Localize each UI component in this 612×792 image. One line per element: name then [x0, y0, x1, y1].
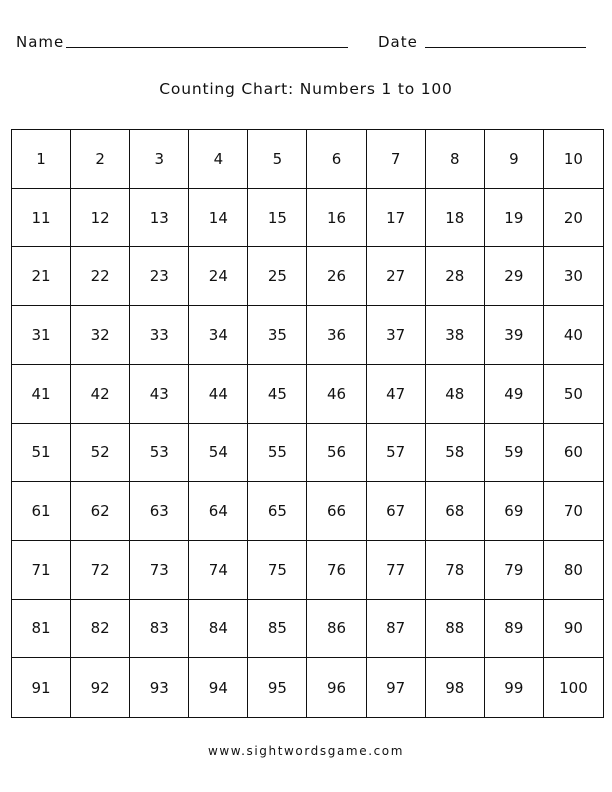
- grid-cell: 17: [367, 189, 426, 248]
- grid-cell: 46: [307, 365, 366, 424]
- grid-cell: 68: [426, 482, 485, 541]
- grid-cell: 14: [189, 189, 248, 248]
- grid-cell: 62: [71, 482, 130, 541]
- grid-cell: 53: [130, 424, 189, 483]
- grid-cell: 28: [426, 247, 485, 306]
- number-grid: [11, 129, 604, 718]
- grid-cell: 94: [189, 658, 248, 717]
- grid-cell: 20: [544, 189, 603, 248]
- grid-cell: 40: [544, 306, 603, 365]
- grid-cell: 95: [248, 658, 307, 717]
- grid-cell: 41: [12, 365, 71, 424]
- grid-cell: 75: [248, 541, 307, 600]
- grid-cell: 3: [130, 130, 189, 189]
- grid-cell: 65: [248, 482, 307, 541]
- grid-cell: 21: [12, 247, 71, 306]
- grid-cell: 23: [130, 247, 189, 306]
- grid-cell: 85: [248, 600, 307, 659]
- grid-cell: 31: [12, 306, 71, 365]
- grid-cell: 39: [485, 306, 544, 365]
- grid-cell: 89: [485, 600, 544, 659]
- grid-cell: 72: [71, 541, 130, 600]
- grid-cell: 2: [71, 130, 130, 189]
- grid-cell: 7: [367, 130, 426, 189]
- grid-cell: 82: [71, 600, 130, 659]
- grid-cell: 88: [426, 600, 485, 659]
- grid-cell: 67: [367, 482, 426, 541]
- grid-cell: 5: [248, 130, 307, 189]
- grid-cell: 45: [248, 365, 307, 424]
- grid-cell: 64: [189, 482, 248, 541]
- grid-cell: 49: [485, 365, 544, 424]
- grid-cell: 73: [130, 541, 189, 600]
- grid-cell: 98: [426, 658, 485, 717]
- grid-cell: 29: [485, 247, 544, 306]
- grid-cell: 69: [485, 482, 544, 541]
- grid-cell: 59: [485, 424, 544, 483]
- grid-cell: 61: [12, 482, 71, 541]
- grid-cell: 55: [248, 424, 307, 483]
- grid-cell: 6: [307, 130, 366, 189]
- grid-cell: 78: [426, 541, 485, 600]
- date-label: Date: [378, 33, 418, 51]
- grid-cell: 50: [544, 365, 603, 424]
- grid-cell: 77: [367, 541, 426, 600]
- grid-cell: 80: [544, 541, 603, 600]
- grid-cell: 30: [544, 247, 603, 306]
- grid-cell: 76: [307, 541, 366, 600]
- grid-cell: 58: [426, 424, 485, 483]
- grid-cell: 97: [367, 658, 426, 717]
- grid-cell: 18: [426, 189, 485, 248]
- grid-cell: 10: [544, 130, 603, 189]
- grid-cell: 83: [130, 600, 189, 659]
- grid-cell: 84: [189, 600, 248, 659]
- grid-cell: 37: [367, 306, 426, 365]
- grid-cell: 12: [71, 189, 130, 248]
- grid-cell: 36: [307, 306, 366, 365]
- grid-cell: 47: [367, 365, 426, 424]
- page-title: Counting Chart: Numbers 1 to 100: [159, 80, 453, 98]
- grid-cell: 9: [485, 130, 544, 189]
- grid-cell: 43: [130, 365, 189, 424]
- grid-cell: 87: [367, 600, 426, 659]
- grid-cell: 52: [71, 424, 130, 483]
- grid-cell: 42: [71, 365, 130, 424]
- footer-url: www.sightwordsgame.com: [207, 744, 405, 758]
- date-field-line[interactable]: [425, 47, 586, 48]
- grid-cell: 4: [189, 130, 248, 189]
- grid-cell: 57: [367, 424, 426, 483]
- grid-cell: 63: [130, 482, 189, 541]
- name-field-line[interactable]: [66, 47, 348, 48]
- grid-cell: 90: [544, 600, 603, 659]
- grid-cell: 16: [307, 189, 366, 248]
- grid-cell: 25: [248, 247, 307, 306]
- grid-cell: 11: [12, 189, 71, 248]
- grid-cell: 1: [12, 130, 71, 189]
- grid-cell: 74: [189, 541, 248, 600]
- grid-cell: 79: [485, 541, 544, 600]
- grid-cell: 92: [71, 658, 130, 717]
- grid-cell: 93: [130, 658, 189, 717]
- grid-cell: 27: [367, 247, 426, 306]
- grid-cell: 81: [12, 600, 71, 659]
- grid-cell: 19: [485, 189, 544, 248]
- grid-cell: 48: [426, 365, 485, 424]
- grid-cell: 56: [307, 424, 366, 483]
- grid-cell: 99: [485, 658, 544, 717]
- grid-cell: 33: [130, 306, 189, 365]
- grid-cell: 35: [248, 306, 307, 365]
- grid-cell: 66: [307, 482, 366, 541]
- grid-cell: 8: [426, 130, 485, 189]
- grid-cell: 100: [559, 678, 588, 697]
- grid-cell: 26: [307, 247, 366, 306]
- grid-cell: 71: [12, 541, 71, 600]
- grid-cell: 13: [130, 189, 189, 248]
- grid-cell: 44: [189, 365, 248, 424]
- name-label: Name: [16, 33, 65, 51]
- grid-cell: 38: [426, 306, 485, 365]
- grid-cell: 32: [71, 306, 130, 365]
- grid-cell: 54: [189, 424, 248, 483]
- grid-cell: 24: [189, 247, 248, 306]
- grid-cell: 91: [12, 658, 71, 717]
- grid-cell: 34: [189, 306, 248, 365]
- grid-cell: 22: [71, 247, 130, 306]
- grid-cell: 86: [307, 600, 366, 659]
- grid-cell: 51: [12, 424, 71, 483]
- grid-cell: 96: [307, 658, 366, 717]
- grid-cell: 60: [544, 424, 603, 483]
- grid-cell: 15: [248, 189, 307, 248]
- grid-cell: 70: [544, 482, 603, 541]
